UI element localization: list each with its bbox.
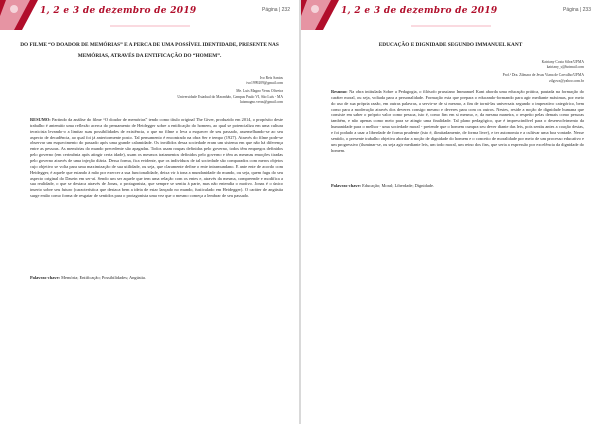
abstract-text: Partindo da análise do filme “O doador de memórias” tendo como título original The Giver, produzido em 2014, o propósito deste trabalho é antemitir uma reflexão acerca do pensamento de Heidegger sobre a entificação do homem, ao qual se potencializa em uma cultura tecnicista levando-o a limitar suas possibilidades de existência, o que no filme o leva a esquecer de seu passado, assemelhando-se ao seu aspecto de decadência, ao qual foi já anteriormente posto. Tal pensamento é encontrado na obra Ser e tempo (1927). Através do filme pode-se observar um esquecimento do passado após uma grande calamidade. Os inválidos dessa sociedade eram um sistema em que não há diferença entre as pessoas. As memórias do mundo precedente são apagadas. Todos usam roupas definidas pelo governo, todos têm empregos definidos pelo governo (em cerimônia após atingir certa idade), usam os mesmos tratamentos definidos pelo governo e têm as mesmas emoções tiradas pelo governo através de uma injeção diária. Dessa forma, fica evidente, que os indivíduos de tal sociedade são comparados com meros objetos cujo objetivo se volta para uma maximização de sua utilidade, ou seja, que claramente define o ente intramundano. E ante ente de acordo com Heidegger, é aquele que estando à mão por exercer a sua funcionalidade, deixa vir à tona a mundanidade do mundo, ou seja, quem fugu do seu aspecto original do Dasein em ser-aí. Sendo um ser aquele que tem uma relação com os entes e, através da mesma, compreende e modifica a sua realidade, o que se destaca através de Jonas, o protagonista, que sempre se sentiu à parte, mas não entendia o motivo. Jonas é o único inserto sobre seu futuro (característica que destaca bem a ideia de estar lançado no mundo, fusticulado em Heidegger). O caráter de angústia surge então como forma de resgatar de sentidos para o protagonista uma vez que o mesmo começa a lembrar de seu passado.	[30, 117, 283, 199]
author-affiliation: Universidade Estadual do Maranhão, Campus Paulo VI, São Luís - MA	[177, 94, 283, 99]
author-email: luismagno.veras@gmail.com	[239, 99, 283, 104]
keywords-text: Memória; Entificação; Possibilidades; Angústia.	[61, 275, 146, 280]
author-email: zilgcws@yahoo.com.br	[549, 78, 584, 83]
author-name: Katriany Costa Silva/UFMA	[541, 60, 584, 64]
author-email: ivo1999209@gmail.com	[246, 81, 283, 86]
event-banner	[301, 0, 600, 30]
event-banner	[0, 0, 299, 30]
page-number: Página | 232	[262, 7, 290, 13]
keywords	[331, 183, 584, 189]
abstract	[30, 117, 283, 267]
left-page	[0, 0, 299, 424]
paper-title: EDUCAÇÃO E DIGNIDADE SEGUNDO IMMANUEL KANT	[378, 42, 523, 48]
banner-text: 1, 2 e 3 de dezembro de 2019	[341, 6, 498, 16]
keywords-label: Palavras-chave:	[30, 275, 60, 280]
abstract	[331, 89, 584, 179]
abstract-label: RESUMO:	[30, 117, 51, 122]
right-page	[301, 0, 600, 424]
page-number: Página | 233	[563, 7, 591, 13]
keywords-label: Palavras-chave:	[331, 183, 361, 188]
author-email: katriany_s@hotmail.com	[546, 65, 584, 70]
keywords-text: Educação; Moral; Liberdade; Dignidade.	[362, 183, 435, 188]
author-block	[120, 76, 283, 105]
author-block	[381, 60, 584, 84]
author-name: Prof.ª Dra. Zilmara de Jesus Viana de Carvalho/UFMA	[502, 73, 584, 78]
abstract-text: Na obra intitulada Sobre a Pedagogia, o filósofo prussiano Immanuel Kant aborda uma educação prática, pautada na formação do caráter moral, ou seja, voltada para a personalidade. Formação esta que prepara o educando-formando para agir mediante máximas, por meio do uso de sua própria razão, em outras palavras, a servir-se de si mesmo, a fim de torná-las universais segundo o imperativo categórico, bem como para a moderação através dos deveres consigo mesmo e deveres para com os outros. Nestes, reside a noção de dignidade humana que consiste em saber o próprio valor como pessoa, isto é, como fim em si mesmo, e, da mesma maneira, o respeito pelas demais como pessoas também, e não apenas como meio para se atingir uma finalidade. Tal plano pedagógico, que é imprescindível para o desenvolvimento da humanidade para o melhor - uma sociedade moral - pretende que o homem cumpra seu dever diante das leis, pois sentiu antes a coação destas, e foi podado a usar a liberdade de forma prudente (isto é, ilimitadamente, de forma livre), e ter autonomia e a cultivar uma boa vontade. Nesse sentido, o presente trabalho objetiva abordar a noção de dignidade do homem e o conceito de moralidade por meio de um processo educativo e um progressivo (iluminar-se, ou seja agir mediante leis, um todo moral, um reino dos fins, que seria a expressão por excelência da dignidade do homem.	[331, 89, 584, 153]
keywords	[30, 275, 283, 281]
author-name: Me. Luis Magno Veras Oliveira	[236, 89, 283, 94]
banner-text: 1, 2 e 3 de dezembro de 2019	[40, 6, 197, 16]
author-name: Ivo Reis Santos	[259, 76, 283, 80]
abstract-label: Resumo:	[331, 89, 348, 94]
paper-title: DO FILME “O DOADOR DE MEMÓRIAS” E A PERCA DE UMA POSSÍVEL IDENTIDADE, PRESENTE NAS MEMÓRIAS, ATRAVÉS DA ENTIFICAÇÃO DO “HOMEM”.	[20, 42, 279, 59]
